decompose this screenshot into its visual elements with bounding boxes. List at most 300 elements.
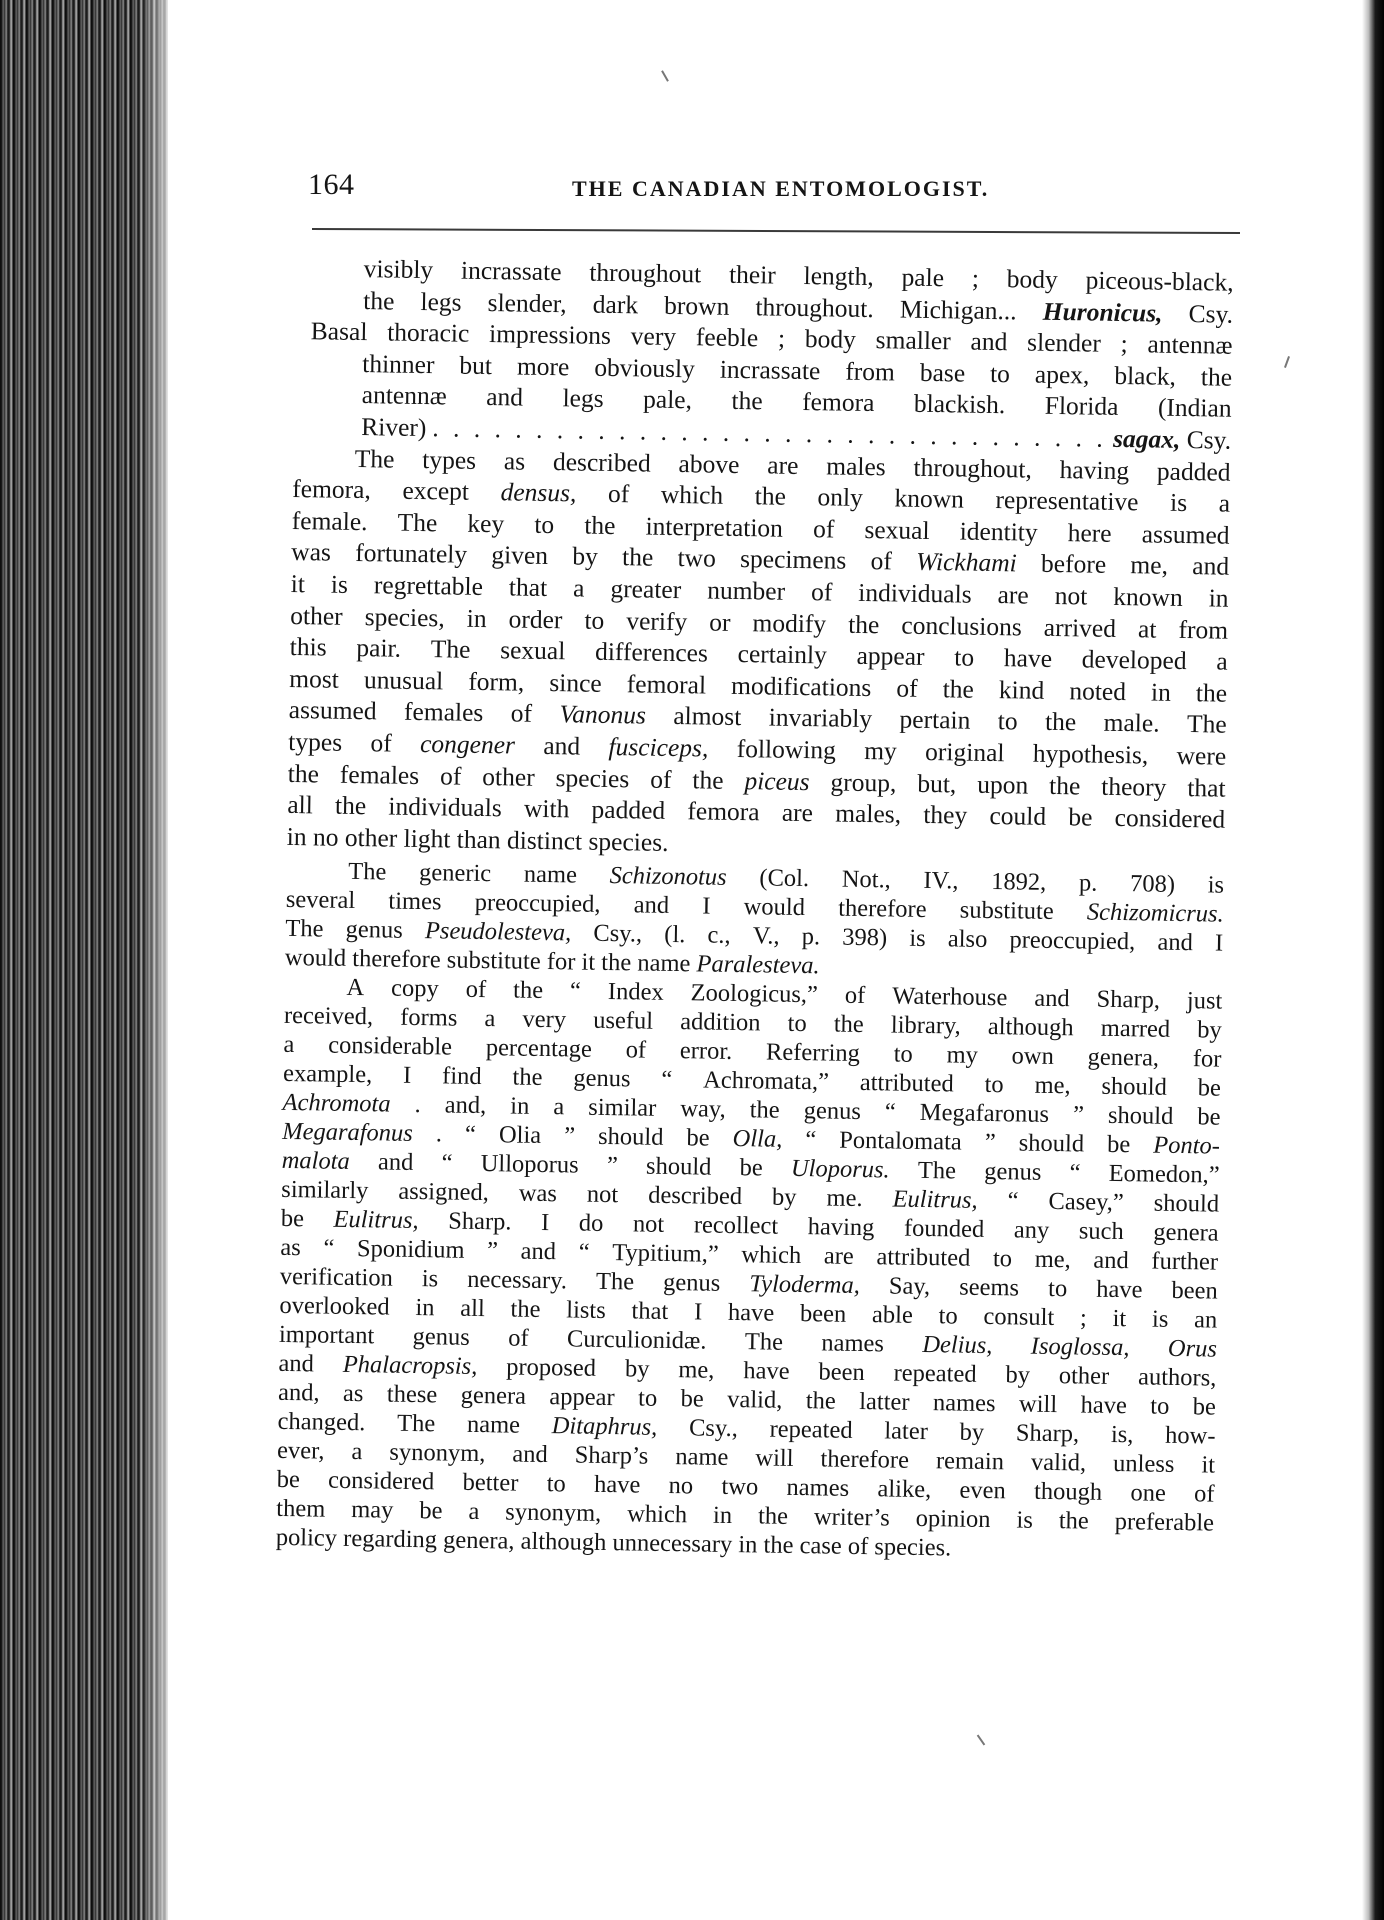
- word: regrettable: [373, 570, 484, 601]
- word: to: [637, 1384, 658, 1413]
- word: legs: [562, 383, 604, 414]
- word: verify: [626, 605, 688, 636]
- italic-name: Uloporus.: [790, 1155, 890, 1184]
- italic-name: fusciceps,: [608, 731, 709, 763]
- word: was: [518, 1179, 558, 1208]
- word: (l.: [664, 921, 686, 949]
- word: a: [572, 573, 585, 603]
- word: known: [894, 483, 965, 514]
- word: it: [1201, 1451, 1216, 1479]
- word: the: [1195, 677, 1228, 708]
- word: synonym,: [389, 1438, 486, 1468]
- word: should: [1107, 1102, 1174, 1131]
- word: similarly: [281, 1176, 369, 1205]
- word: these: [386, 1380, 438, 1409]
- word: above: [678, 448, 740, 479]
- word: own: [1011, 1042, 1055, 1071]
- italic-name: Isoglossa,: [1030, 1332, 1130, 1362]
- word: of: [370, 728, 392, 758]
- word: able: [871, 1301, 914, 1330]
- word: other: [290, 600, 343, 631]
- italic-name: Vanonus: [559, 699, 647, 730]
- word: Csy.,: [593, 920, 643, 948]
- word: given: [491, 540, 549, 571]
- word: considered: [327, 1466, 435, 1496]
- word: to: [534, 509, 555, 539]
- word: thoracic: [386, 317, 470, 348]
- word: I: [702, 892, 711, 920]
- word: I: [1214, 929, 1224, 957]
- word: genus: [345, 916, 403, 945]
- word: Sharp.: [447, 1207, 512, 1236]
- italic-name: Eulitrus,: [892, 1185, 978, 1215]
- word: but: [459, 350, 493, 380]
- word: slender,: [487, 287, 567, 318]
- word: Pontalomata: [839, 1126, 962, 1156]
- word: c.,: [707, 921, 731, 950]
- scan-mark: [977, 1735, 986, 1746]
- word: proposed: [506, 1353, 597, 1383]
- word: be: [1197, 1074, 1222, 1102]
- word: species,: [364, 601, 445, 632]
- word: names: [821, 1329, 885, 1358]
- word: sexual: [864, 514, 930, 545]
- word: throughout: [589, 257, 702, 289]
- word: dark: [592, 289, 639, 319]
- word: be: [276, 1466, 301, 1494]
- word: the: [363, 285, 395, 316]
- word: genus: [662, 1269, 721, 1298]
- word: antennæ: [1147, 329, 1233, 360]
- word: “: [884, 1098, 896, 1126]
- page-right-edge: [1362, 0, 1384, 1920]
- word: unless: [1112, 1450, 1175, 1479]
- word: have: [1080, 1391, 1128, 1420]
- word: seems: [958, 1273, 1020, 1302]
- word: body: [1006, 264, 1059, 294]
- word: The: [430, 634, 471, 664]
- word: very: [522, 1005, 567, 1034]
- word: padded: [591, 794, 666, 825]
- word: the: [805, 1387, 836, 1415]
- scan-mark: [661, 70, 669, 81]
- word: fortunately: [355, 538, 468, 570]
- word: should: [597, 1123, 664, 1152]
- word: male.: [1103, 708, 1160, 738]
- word: Olia: [498, 1121, 542, 1150]
- header-rule: [312, 228, 1240, 234]
- word: is,: [1110, 1421, 1134, 1449]
- word: of: [812, 513, 835, 544]
- word: how-: [1164, 1422, 1216, 1450]
- word: sexual: [499, 635, 566, 666]
- word: should: [1153, 1189, 1220, 1218]
- word: attributed: [859, 1069, 954, 1098]
- word: having: [807, 1213, 875, 1242]
- word: have: [1003, 643, 1053, 674]
- word: the: [512, 976, 544, 1005]
- word: been: [1171, 1277, 1218, 1305]
- word: Csy.: [1188, 298, 1234, 329]
- word: therefore: [820, 1445, 910, 1475]
- word: hypothesis,: [1032, 738, 1149, 770]
- word: specimens: [739, 544, 847, 576]
- word: the: [1200, 362, 1233, 392]
- word: and: [1093, 1246, 1129, 1275]
- word: me,: [678, 1356, 715, 1384]
- word: pale: [901, 262, 945, 293]
- word: key: [467, 508, 505, 539]
- word: and: [1034, 984, 1070, 1013]
- word: valid,: [1030, 1448, 1087, 1477]
- italic-name: Wickhami: [915, 547, 1017, 578]
- word: Say,: [888, 1272, 931, 1301]
- word: two: [721, 1473, 759, 1501]
- word: the: [287, 758, 320, 788]
- word: in: [415, 1294, 435, 1322]
- word: “: [661, 1066, 673, 1094]
- word: be: [680, 1385, 705, 1413]
- word: not: [1054, 580, 1088, 611]
- italic-name: Schizomicrus.: [1086, 898, 1224, 928]
- word: important: [278, 1321, 375, 1350]
- word: invariably: [768, 702, 873, 734]
- italic-name: Megarafonus: [281, 1118, 414, 1148]
- word: valid,: [727, 1386, 783, 1415]
- word: alike,: [877, 1475, 932, 1504]
- word: me,: [1034, 1071, 1071, 1100]
- word: of: [870, 546, 893, 576]
- word: femora: [687, 796, 760, 827]
- text-run: policy regarding genera, although unnecessary in the case of species.: [275, 1524, 952, 1562]
- word: The: [397, 507, 438, 538]
- word: the: [1044, 707, 1077, 737]
- word: preferable: [1114, 1508, 1215, 1537]
- word: which: [741, 1241, 802, 1270]
- word: preoccupied,: [1009, 926, 1136, 956]
- italic-name: Ponto-: [1153, 1131, 1221, 1160]
- word: unusual: [363, 664, 444, 696]
- word: founded: [903, 1214, 985, 1244]
- word: obviously: [594, 352, 696, 384]
- word: and: [970, 326, 1008, 357]
- word: further: [1151, 1247, 1219, 1276]
- word: at: [1137, 613, 1157, 644]
- word: Megafaronus: [919, 1099, 1050, 1129]
- word: consult: [983, 1303, 1055, 1332]
- word: all: [287, 790, 314, 820]
- word: visibly: [363, 254, 434, 285]
- word: all: [460, 1294, 485, 1323]
- word: though: [1033, 1478, 1103, 1507]
- word: to: [992, 1245, 1013, 1273]
- italic-name: sagax,: [1112, 423, 1181, 454]
- word: is: [1016, 1506, 1034, 1535]
- word: the: [749, 1096, 780, 1124]
- page-edge-shadow: [140, 0, 180, 1920]
- word: very: [630, 321, 677, 352]
- word: here: [1067, 517, 1112, 548]
- word: base: [919, 357, 966, 388]
- word: feeble: [695, 322, 759, 353]
- word: other: [1058, 1362, 1110, 1391]
- word: or: [709, 607, 731, 637]
- word: The: [285, 915, 324, 943]
- word: would: [743, 893, 806, 922]
- italic-name: Eulitrus,: [333, 1205, 419, 1235]
- word: Achromata,”: [702, 1066, 830, 1096]
- word: considered: [1114, 803, 1226, 834]
- word: ”: [1072, 1101, 1085, 1129]
- word: although: [987, 1013, 1074, 1042]
- word: body: [804, 324, 857, 354]
- word: and,: [277, 1379, 320, 1407]
- italic-name: piceus: [744, 765, 810, 796]
- word: genus: [412, 1323, 471, 1352]
- word: incrassate: [719, 354, 821, 386]
- word: blackish.: [913, 389, 1006, 420]
- word: legs: [420, 286, 462, 317]
- word: attributed: [876, 1243, 971, 1272]
- word: except: [402, 475, 470, 506]
- word: ;: [777, 323, 786, 353]
- word: known: [1113, 581, 1183, 612]
- word: by: [771, 1183, 797, 1212]
- word: The: [354, 443, 395, 474]
- word: generic: [418, 859, 492, 888]
- italic-name: Olla,: [732, 1125, 783, 1154]
- nomenclature-paragraphs: [276, 856, 1225, 1567]
- word: just: [1186, 987, 1223, 1015]
- word: described: [552, 446, 651, 478]
- word: in: [1150, 677, 1172, 707]
- word: ”: [563, 1122, 576, 1150]
- word: by: [1005, 1361, 1031, 1389]
- word: with: [523, 793, 570, 824]
- word: to: [984, 1071, 1004, 1099]
- word: be: [419, 1497, 443, 1525]
- word: me.: [826, 1184, 863, 1213]
- word: is: [1207, 871, 1225, 899]
- word: of: [844, 981, 866, 1010]
- word: I: [693, 1298, 703, 1326]
- word: be: [1106, 1131, 1131, 1159]
- word: before: [1040, 549, 1107, 580]
- word: be: [1068, 802, 1093, 832]
- word: remain: [935, 1447, 1005, 1476]
- word: appear: [856, 640, 925, 672]
- word: similar: [588, 1093, 657, 1123]
- word: black,: [1114, 360, 1177, 391]
- word: should: [645, 1152, 712, 1181]
- word: by: [1197, 1016, 1222, 1044]
- word: conclusions: [901, 610, 1023, 641]
- word: individuals: [858, 577, 972, 609]
- word: is: [1169, 487, 1188, 518]
- word: is: [909, 925, 926, 953]
- word: be: [686, 1124, 710, 1152]
- word: and: [512, 1440, 548, 1469]
- word: such: [1078, 1217, 1124, 1246]
- word: should: [1101, 1073, 1168, 1102]
- word: not: [632, 1210, 665, 1239]
- word: The: [595, 1268, 635, 1296]
- word: repeated: [893, 1359, 977, 1389]
- italic-name: congener: [419, 728, 516, 760]
- text-run: would therefore substitute for it the name: [284, 944, 697, 978]
- word: described: [647, 1181, 743, 1211]
- word: “: [441, 1149, 453, 1177]
- word: names: [932, 1389, 996, 1418]
- word: a: [283, 1031, 295, 1059]
- word: me,: [1034, 1246, 1071, 1274]
- word: IV.,: [923, 867, 959, 895]
- word: substitute: [959, 896, 1054, 926]
- word: “: [464, 1121, 477, 1149]
- word: throughout.: [755, 291, 874, 323]
- word: I: [402, 1062, 412, 1090]
- word: the: [757, 1502, 789, 1531]
- word: ”: [984, 1129, 996, 1157]
- word: (Col.: [759, 864, 810, 893]
- scan-mark: [1284, 356, 1290, 368]
- word: Florida: [1044, 391, 1119, 422]
- word: The: [348, 858, 387, 886]
- word: names: [786, 1474, 850, 1503]
- word: Curculionidæ.: [566, 1325, 707, 1355]
- word: genera,: [1087, 1043, 1160, 1072]
- italic-name: Delius,: [922, 1331, 993, 1360]
- word: received,: [283, 1002, 374, 1031]
- word: writer’s: [813, 1503, 890, 1532]
- word: will: [1018, 1390, 1058, 1419]
- word: representative: [995, 485, 1139, 517]
- word: of: [649, 764, 672, 794]
- word: The: [917, 1157, 957, 1185]
- word: from: [845, 356, 896, 387]
- page-header: [308, 168, 1238, 212]
- word: Ulloporus: [480, 1150, 579, 1179]
- word: group,: [830, 766, 897, 797]
- word: number: [706, 575, 786, 606]
- word: way,: [680, 1095, 726, 1124]
- word: changed.: [277, 1408, 366, 1437]
- word: name: [466, 1411, 521, 1439]
- word: the: [847, 609, 880, 639]
- word: is: [421, 1265, 439, 1293]
- word: ;: [1079, 1304, 1088, 1332]
- italic-name: Orus: [1167, 1335, 1218, 1363]
- word: “: [569, 977, 582, 1005]
- word: useful: [593, 1007, 654, 1035]
- word: form,: [468, 666, 525, 697]
- word: femoral: [626, 668, 707, 700]
- word: the: [731, 386, 763, 416]
- word: genera: [460, 1382, 527, 1411]
- word: latter: [858, 1388, 910, 1417]
- word: been: [818, 1358, 865, 1387]
- word: I: [540, 1209, 550, 1237]
- word: ever,: [276, 1437, 325, 1465]
- italic-name: malota: [281, 1147, 350, 1176]
- word: V.,: [752, 922, 780, 950]
- word: of: [896, 673, 918, 703]
- word: my: [946, 1041, 979, 1070]
- word: since: [549, 667, 602, 698]
- word: their: [728, 259, 777, 290]
- word: in: [510, 1092, 530, 1121]
- word: genus: [983, 1158, 1042, 1187]
- word: throughout,: [913, 452, 1033, 484]
- word: the: [692, 764, 724, 795]
- italic-name: Huronicus,: [1042, 296, 1163, 328]
- word: to: [584, 605, 605, 635]
- key-and-paragraph-one: [287, 252, 1234, 867]
- word: developed: [1081, 644, 1187, 676]
- word: The: [396, 1410, 436, 1438]
- word: of: [1193, 1480, 1215, 1508]
- word: a: [553, 1093, 565, 1121]
- word: in: [712, 1501, 733, 1530]
- word: pertain: [899, 704, 971, 735]
- word: from: [1178, 614, 1229, 645]
- word: 1892,: [990, 868, 1047, 897]
- word: padded: [1156, 456, 1231, 487]
- word: the: [1058, 1507, 1089, 1535]
- word: of: [439, 760, 462, 791]
- word: that: [1187, 772, 1226, 803]
- word: by: [959, 1418, 985, 1447]
- word: Michigan...: [899, 294, 1017, 325]
- running-title: THE CANADIAN ENTOMOLOGIST.: [572, 176, 990, 201]
- word: have: [1096, 1275, 1143, 1304]
- word: one: [1130, 1479, 1167, 1508]
- word: arrived: [1043, 612, 1117, 643]
- word: and: [543, 730, 581, 761]
- word: original: [924, 736, 1005, 768]
- word: types: [422, 444, 477, 475]
- word: theory: [1101, 771, 1167, 802]
- word: considerable: [328, 1031, 453, 1061]
- word: of: [625, 1036, 647, 1064]
- word: synonym,: [505, 1498, 602, 1528]
- word: Casey,”: [1048, 1188, 1124, 1217]
- word: is: [1151, 1305, 1169, 1334]
- word: in: [466, 603, 487, 633]
- word: opinion: [915, 1505, 991, 1534]
- word: only: [817, 482, 864, 513]
- word: males: [826, 450, 886, 481]
- word: as: [342, 1380, 364, 1408]
- word: order: [508, 603, 563, 634]
- word: kind: [998, 674, 1045, 705]
- word: Zoologicus,”: [690, 979, 819, 1009]
- body-text: [276, 252, 1234, 1567]
- word: Not.,: [841, 865, 892, 894]
- word: femora,: [292, 474, 372, 505]
- word: name: [523, 860, 578, 889]
- text-run: Csy.: [1180, 424, 1232, 455]
- word: more: [516, 351, 570, 382]
- word: the: [754, 481, 787, 511]
- word: and: [377, 1148, 414, 1177]
- word: error.: [679, 1037, 733, 1066]
- word: following: [736, 733, 837, 765]
- word: several: [285, 886, 356, 915]
- word: and: [486, 382, 524, 412]
- word: this: [289, 632, 327, 662]
- word: Basal: [310, 316, 368, 347]
